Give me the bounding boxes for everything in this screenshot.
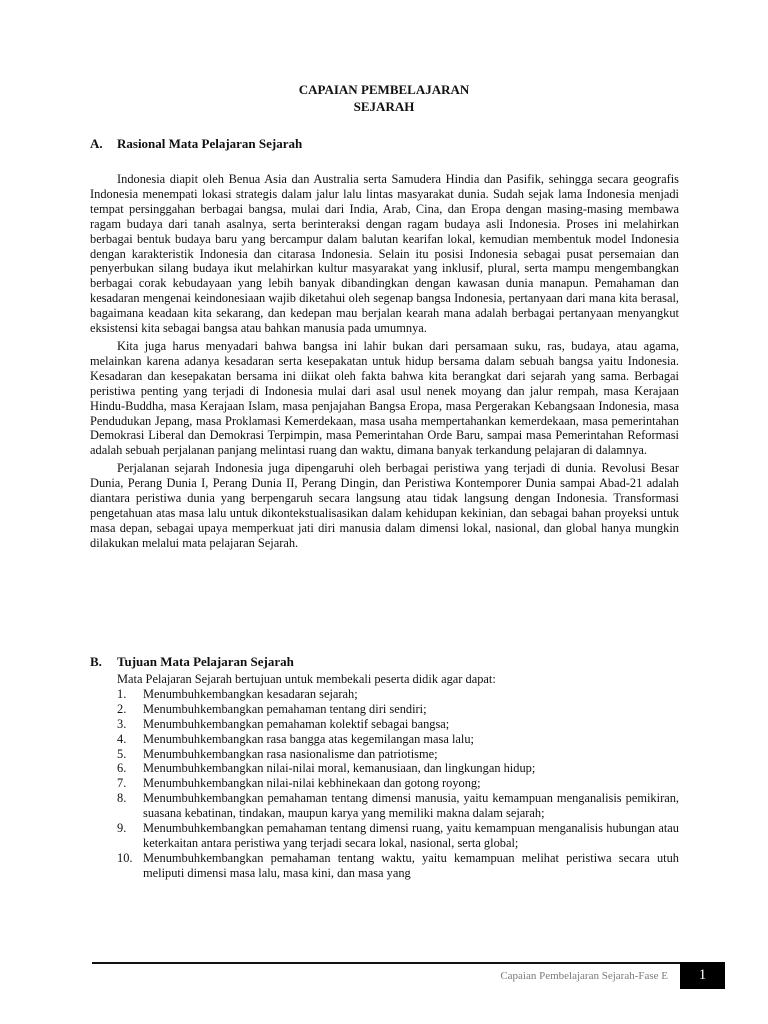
- page-number: 1: [680, 962, 725, 989]
- list-item: [90, 821, 679, 851]
- list-text: Menumbuhkembangkan pemahaman kolektif sebagai bangsa;: [143, 716, 450, 731]
- list-text: Menumbuhkembangkan nilai-nilai kebhinekaan dan gotong royong;: [143, 776, 481, 791]
- list-number: 5.: [117, 746, 127, 761]
- section-b-goals: [90, 672, 679, 881]
- paragraph: Perjalanan sejarah Indonesia juga dipengaruhi oleh berbagai peristiwa yang terjadi di dunia. Revolusi Besar Dunia, Perang Dunia I, Perang Dunia II, Perang Dingin, dan Peristiwa Kontemporer Dunia sampai Abad-21 adalah diantara peristiwa dunia yang berpengaruh secara langsung atau tidak langsung dengan Indonesia. Transformasi pengetahuan atas masa lalu untuk dikontekstualisasikan dalam kehidupan kekinian, dan sebagai bahan proyeksi untuk masa depan, sebagai upaya memperkuat jati diri manusia dalam dimensi lokal, nasional, dan global hanya mungkin dilakukan melalui mata pelajaran Sejarah.: [90, 461, 679, 550]
- list-item: [90, 791, 679, 821]
- goals-intro: Mata Pelajaran Sejarah bertujuan untuk membekali peserta didik agar dapat:: [117, 672, 496, 686]
- list-text: Menumbuhkembangkan pemahaman tentang dimensi manusia, yaitu kemampuan menganalisis pemikiran, suasana kebatinan, tindakan, maupun karya yang memiliki makna dalam sejarah;: [143, 791, 679, 821]
- list-text: Menumbuhkembangkan nilai-nilai moral, kemanusiaan, dan lingkungan hidup;: [143, 761, 536, 776]
- list-item: [90, 732, 679, 747]
- list-number: 6.: [117, 761, 127, 776]
- list-number: 3.: [117, 716, 127, 731]
- section-b-letter: B.: [90, 654, 102, 669]
- section-a-heading: [90, 136, 302, 152]
- section-b-heading: [90, 654, 294, 670]
- section-a-letter: A.: [90, 136, 103, 151]
- list-item: [90, 717, 679, 732]
- list-number: 9.: [117, 821, 127, 836]
- section-a-body: [90, 172, 679, 554]
- section-b-title: Tujuan Mata Pelajaran Sejarah: [117, 654, 294, 669]
- list-number: 8.: [117, 791, 127, 806]
- list-item: [90, 761, 679, 776]
- list-item: [90, 851, 679, 881]
- paragraph: Indonesia diapit oleh Benua Asia dan Australia serta Samudera Hindia dan Pasifik, sehingga secara geografis Indonesia menempati lokasi strategis dalam jalur lalu lintas masyarakat dunia. Sudah sejak lama Indonesia menjadi tempat persinggahan berbagai bangsa, mulai dari India, Arab, Cina, dan Eropa dengan masing-masing membawa ragam budaya dari tanah asalnya, serta berinteraksi dengan ragam budaya asli Indonesia. Proses ini melahirkan berbagai bentuk budaya baru yang bercampur dalam balutan kearifan lokal, kemudian membentuk model Indonesia dengan karakteristik Indonesia dan citarasa Indonesia. Selain itu posisi Indonesia sebagai pusat persemaian dan penyerbukan silang budaya ikut melahirkan kultur masyarakat yang inklusif, plural, serta mampu mengembangkan berbagai corak kebudayaan yang lebih banyak dibandingkan dengan kawasan dunia manapun. Pemahaman dan kesadaran mengenai keindonesiaan wajib diketahui oleh segenap bangsa Indonesia, pertanyaan dari mana kita berasal, bagaimana keadaan kita sekarang, dan kedepan mau berjalan kearah mana adalah berbagai pertanyaan menyangkut eksistensi kita sebagai bangsa atau bahkan manusia pada umumnya.: [90, 172, 679, 336]
- list-number: 4.: [117, 731, 127, 746]
- list-text: Menumbuhkembangkan kesadaran sejarah;: [143, 686, 358, 701]
- list-number: 7.: [117, 776, 127, 791]
- section-a-title: Rasional Mata Pelajaran Sejarah: [117, 136, 303, 151]
- list-text: Menumbuhkembangkan rasa bangga atas kegemilangan masa lalu;: [143, 731, 474, 746]
- footer-rule: [92, 962, 725, 964]
- list-item: [90, 747, 679, 762]
- list-number: 2.: [117, 701, 127, 716]
- list-text: Menumbuhkembangkan pemahaman tentang waktu, yaitu kemampuan melihat peristiwa secara utuh meliputi dimensi masa lalu, masa kini, dan masa yang: [143, 850, 679, 880]
- list-item: [90, 687, 679, 702]
- list-number: 1.: [117, 686, 127, 701]
- footer-label: Capaian Pembelajaran Sejarah-Fase E: [500, 970, 668, 982]
- list-text: Menumbuhkembangkan rasa nasionalisme dan patriotisme;: [143, 746, 438, 761]
- paragraph: Kita juga harus menyadari bahwa bangsa ini lahir bukan dari persamaan suku, ras, budaya, atau agama, melainkan karena adanya kesadaran serta kesepakatan untuk hidup bersama dalam sebuah bangsa yaitu Indonesia. Kesadaran dan kesepakatan bersama ini diikat oleh fakta bahwa kita berangkat dari sejarah yang sama. Berbagai peristiwa penting yang terjadi di Indonesia mulai dari asal usul nenek moyang dan jalur rempah, masa Kerajaan Hindu-Buddha, masa Kerajaan Islam, masa penjajahan Bangsa Eropa, masa Pergerakan Kebangsaan Indonesia, masa Pendudukan Jepang, masa Proklamasi Kemerdekaan, masa usaha mempertahankan kemerdekaan, masa pemerintahan Demokrasi Liberal dan Demokrasi Terpimpin, masa Pemerintahan Orde Baru, sampai masa Pemerintahan Reformasi adalah sebuah perjalanan panjang melintasi ruang dan waktu, dimana banyak terkandung pelajaran di dalamnya.: [90, 338, 679, 458]
- list-number: 10.: [117, 850, 133, 865]
- list-item: [90, 776, 679, 791]
- list-text: Menumbuhkembangkan pemahaman tentang diri sendiri;: [143, 701, 427, 716]
- document-subtitle: SEJARAH: [353, 99, 415, 114]
- document-title: CAPAIAN PEMBELAJARAN: [298, 82, 470, 97]
- goals-list: [90, 687, 679, 881]
- list-item: [90, 702, 679, 717]
- list-text: Menumbuhkembangkan pemahaman tentang dimensi ruang, yaitu kemampuan menganalisis hubungan atau keterkaitan antara peristiwa yang terjadi secara lokal, nasional, serta global;: [143, 821, 679, 850]
